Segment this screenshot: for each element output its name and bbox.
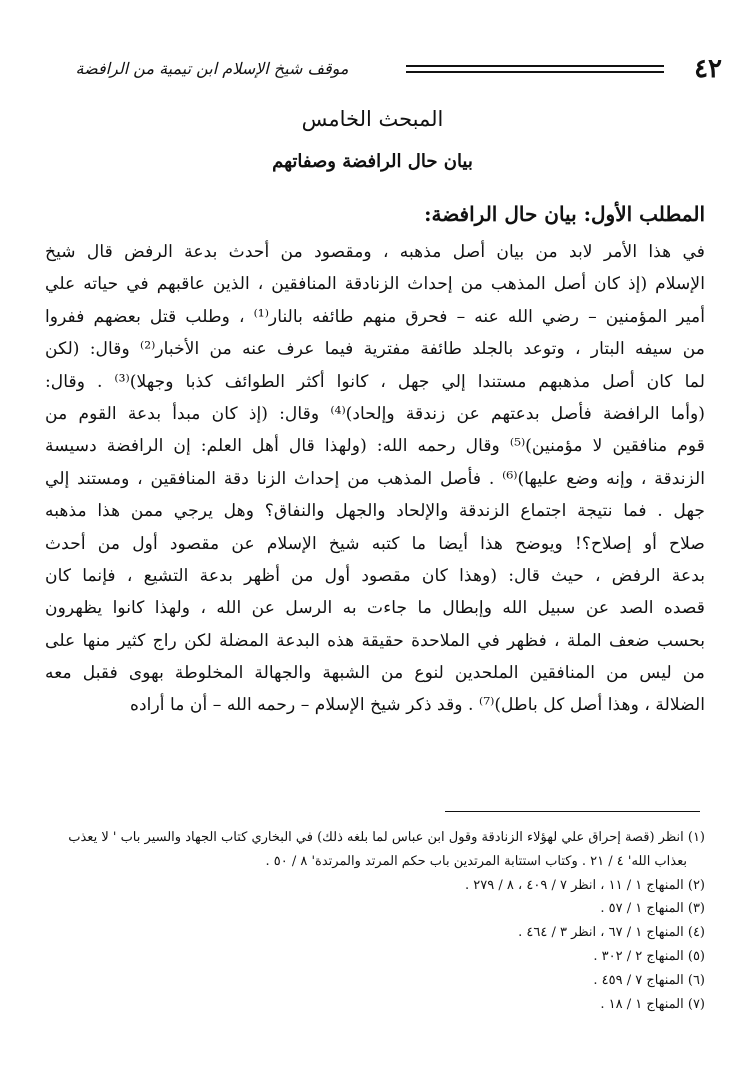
page-number: ٤٢ (694, 54, 722, 84)
footnote: (٣) المنهاج ١ / ٥٧ . (600, 901, 705, 917)
sub-heading: بيان حال الرافضة وصفاتهم (272, 151, 473, 172)
body-line: الإسلام (إذ كان أصل المذهب من إحداث الزنادقة المنافقين ، الذين عاقبهم في حياته علي (45, 274, 705, 295)
body-line: صلاح أو إصلاح؟! ويوضح هذا أيضا ما كتبه شيخ الإسلام عن مقصود أول من أحدث (45, 533, 705, 554)
footnote: (٥) المنهاج ٢ / ٣٠٢ . (593, 948, 705, 964)
footnotes (35, 826, 705, 1016)
footnote-separator (445, 811, 700, 812)
body-line: أمير المؤمنين – رضي الله عنه – فحرق منهم طائفه بالنار⁽¹⁾ ، وطلب قتل بعضهم ففروا (45, 306, 705, 327)
footnote-continuation: بعذاب الله' ٤ / ٢١ . وكتاب استتابة المرتدين باب حكم المرتد والمرتدة' ٨ / ٥٠ . (265, 853, 687, 869)
footnote: (١) انظر (قصة إحراق علي لهؤلاء الزنادقة وقول ابن عباس لما بلغه ذلك) في البخاري كتاب الجهاد والسير باب ' لا يعذب (68, 830, 705, 845)
body-line: الزندقة ، وإنه وضع عليها)⁽⁶⁾ . فأصل المذهب من إحداث الزنا دقة المنافقين ، ومستند إلي (45, 468, 705, 489)
body-line: قصده الصد عن سبيل الله وإبطال ما جاءت به الرسل عن الله ، ولهذا كانوا يظهرون (45, 598, 705, 619)
section-heading: المبحث الخامس (301, 107, 444, 131)
header-double-rule (406, 65, 664, 73)
body-line: قوم منافقين لا مؤمنين)⁽⁵⁾ وقال رحمه الله: (ولهذا قال أهل العلم: إن الرافضة دسيسة (45, 436, 705, 457)
body-line: في هذا الأمر لابد من بيان أصل مذهبه ، ومقصود من أحدث بدعة الرفض قال شيخ (45, 242, 705, 262)
body-text (45, 236, 705, 722)
body-line: من سيفه البتار ، وتوعد بالجلد طائفة مفترية فيما عرف عنه من الأخبار⁽²⁾ وقال: (لكن (45, 339, 705, 360)
footnote: (٤) المنهاج ١ / ٦٧ ، انظر ٣ / ٤٦٤ . (518, 925, 705, 941)
body-line: الضلالة ، وهذا أصل كل باطل)⁽⁷⁾ . وقد ذكر شيخ الإسلام – رحمه الله – أن ما أراده (130, 695, 705, 716)
footnote: (٢) المنهاج ١ / ١١ ، انظر ٧ / ٤٠٩ ، ٨ / ٢٧٩ . (465, 877, 705, 893)
body-line: بدعة الرفض ، حيث قال: (وهذا كان مقصود أول من أظهر بدعة التشيع ، فإنما كان (45, 565, 705, 586)
body-line: بحسب ضعف الملة ، فظهر في الملاحدة حقيقة هذه البدعة المضلة لكن راج كثير منها على (45, 630, 705, 651)
running-title: موقف شيخ الإسلام ابن تيمية من الرافضة (75, 59, 349, 78)
body-line: (وأما الرافضة فأصل بدعتهم عن زندقة وإلحاد)⁽⁴⁾ وقال: (إذ كان مبدأ بدعة القوم من (45, 403, 705, 424)
body-line: جهل . فما نتيجة اجتماع الزندقة والإلحاد والجهل والنفاق؟ وهل يرجي ممن هذا مذهبه (45, 501, 705, 522)
footnote: (٧) المنهاج ١ / ١٨ . (600, 996, 705, 1012)
running-header (22, 54, 722, 84)
body-line: لما كان أصل مذهبهم مستندا إلي جهل ، كانوا أكثر الطوائف كذبا وجهلا)⁽³⁾ . وقال: (45, 371, 705, 392)
footnote: (٦) المنهاج ٧ / ٤٥٩ . (593, 972, 705, 988)
body-line: من ليس من المنافقين الملحدين لنوع من الشبهة والجهالة المخلوطة بهوى فقبل معه (45, 663, 705, 684)
subsection-title: المطلب الأول: بيان حال الرافضة: (424, 202, 705, 226)
